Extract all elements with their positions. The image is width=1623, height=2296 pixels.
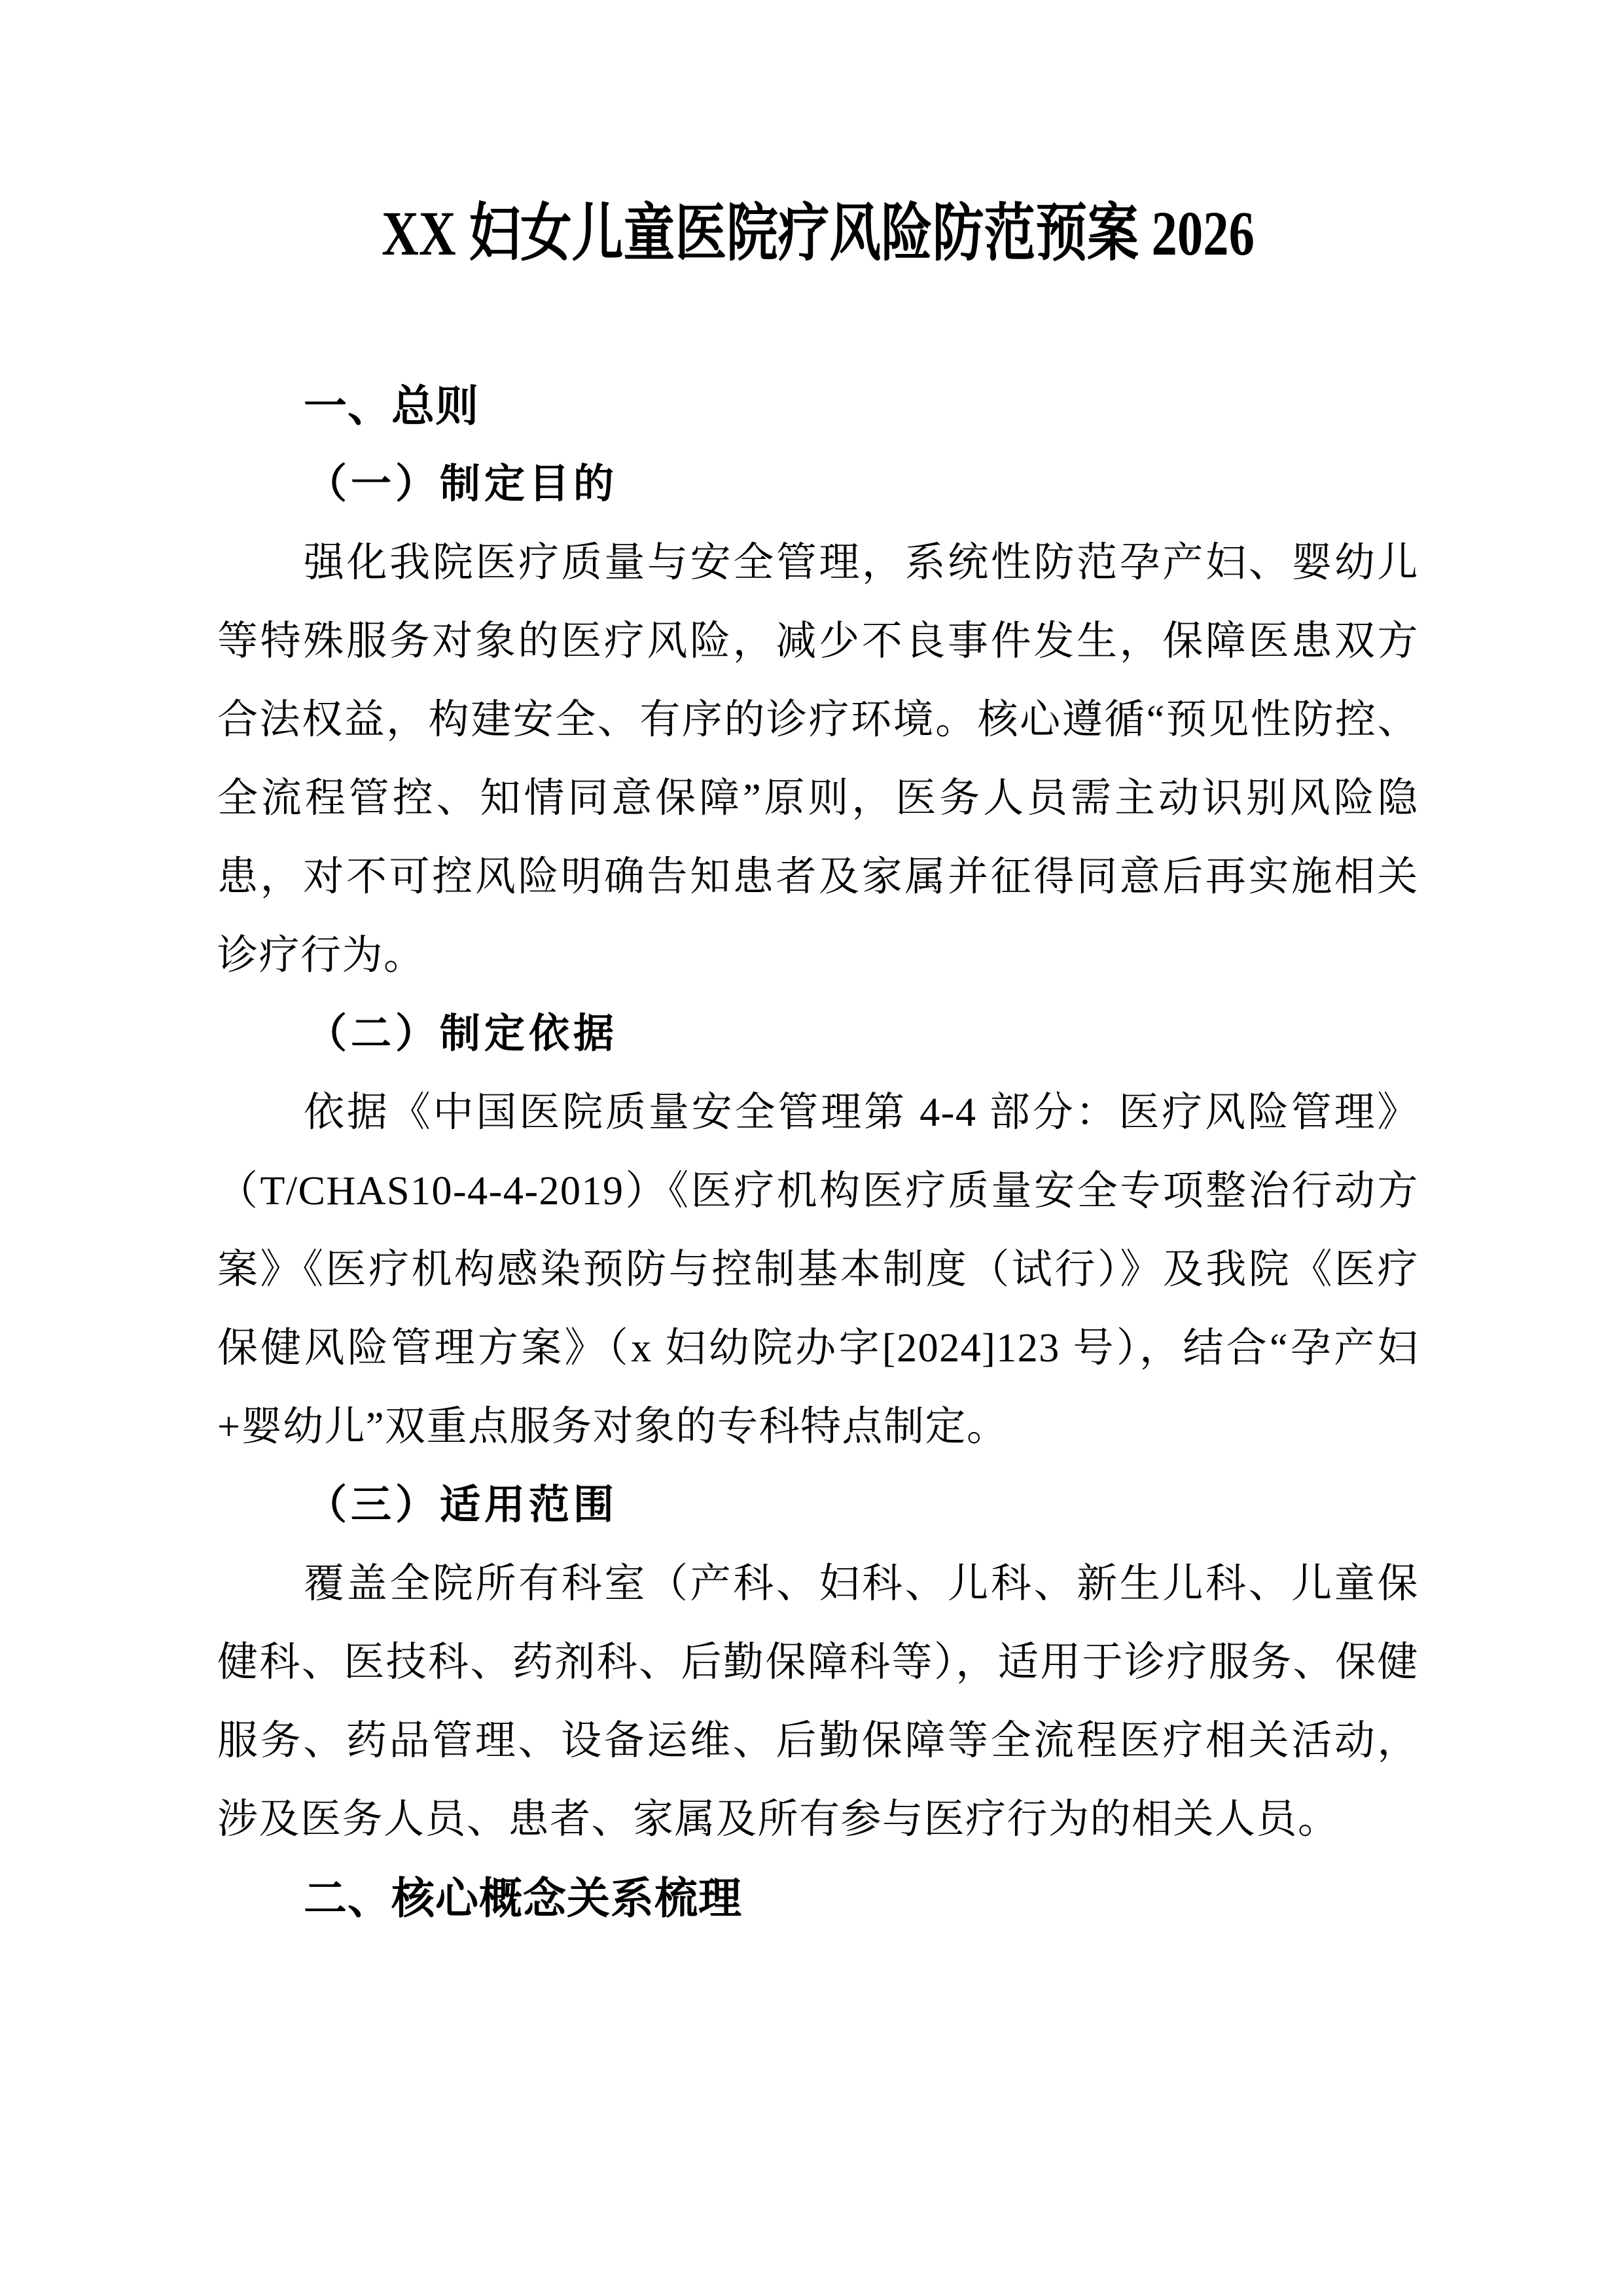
section-heading-2: 二、核心概念关系梳理 <box>304 1874 742 1922</box>
subsection-heading-1-3: （三）适用范围 <box>306 1483 618 1528</box>
section-2 <box>217 1859 1419 1937</box>
subsection-heading-1-2: （二）制定依据 <box>306 1012 618 1056</box>
section-heading-1: 一、总则 <box>304 382 479 430</box>
document-content <box>217 0 1419 1937</box>
subsection-body-1-3: 覆盖全院所有科室（产科、妇科、儿科、新生儿科、儿童保健科、医技科、药剂科、后勤保障科等），适用于诊疗服务、保健服务、药品管理、设备运维、后勤保障等全流程医疗相关活动，涉及医务人员、患者、家属及所有参与医疗行为的相关人员。 <box>217 1562 1419 1842</box>
subsection-body-1-1: 强化我院医疗质量与安全管理，系统性防范孕产妇、婴幼儿等特殊服务对象的医疗风险，减少不良事件发生，保障医患双方合法权益，构建安全、有序的诊疗环境。核心遵循“预见性防控、全流程管控、知情同意保障”原则，医务人员需主动识别风险隐患，对不可控风险明确告知患者及家属并征得同意后再实施相关诊疗行为。 <box>217 541 1419 978</box>
section-1 <box>217 367 1419 1859</box>
page-title: XX 妇女儿童医院疗风险防范预案 2026 <box>382 198 1255 268</box>
subsection-heading-1-1: （一）制定目的 <box>306 462 618 507</box>
subsection-body-1-2: 依据《中国医院质量安全管理第 4-4 部分：医疗风险管理》（T/CHAS10-4-4-2019）《医疗机构医疗质量安全专项整治行动方案》《医疗机构感染预防与控制基本制度（试行）》及我院《医疗保健风险管理方案》（x 妇幼院办字[2024]123 号），结合“孕产妇+婴幼儿”双重点服务对象的专科特点制定。 <box>217 1090 1419 1449</box>
